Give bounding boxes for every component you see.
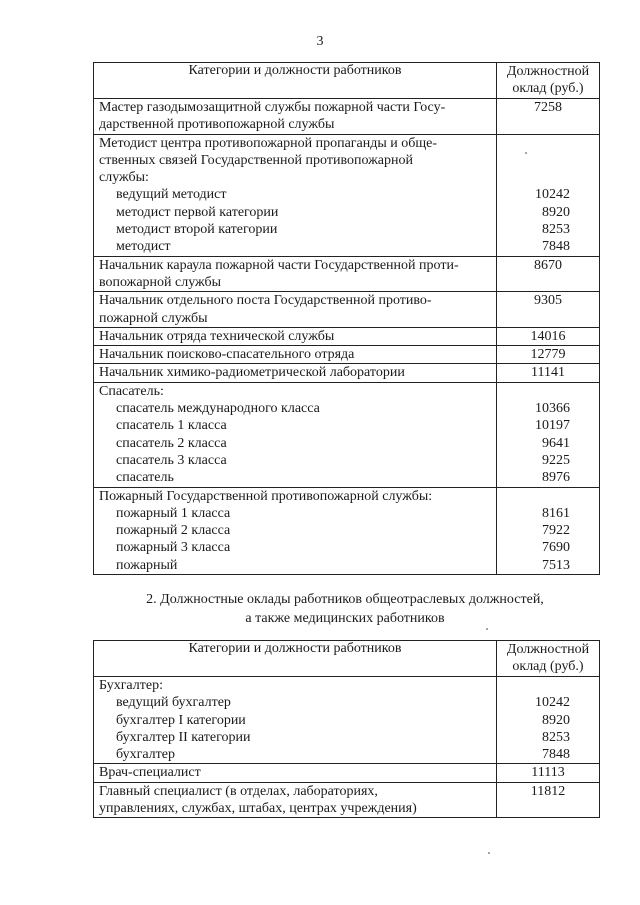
category-text: Начальник химико-радиометрической лаборатории xyxy=(99,365,405,381)
table-row xyxy=(94,487,600,574)
scan-speck xyxy=(486,628,488,630)
salary-value: 8253 xyxy=(542,729,570,745)
salary-cell xyxy=(497,134,600,256)
salary-value: 10242 xyxy=(535,187,570,203)
salary-value: 7513 xyxy=(542,557,570,573)
salary-value: 7848 xyxy=(542,239,570,255)
category-cell xyxy=(94,134,497,256)
position-label: бухгалтер xyxy=(116,747,175,763)
empty-line xyxy=(497,677,599,694)
salary-value: 11113 xyxy=(531,765,565,781)
column-header-category: Категории и должности работников xyxy=(94,63,497,99)
salary-value: 14016 xyxy=(530,328,566,344)
salary-value: 8920 xyxy=(542,712,570,728)
category-text: дарственной противопожарной службы xyxy=(99,117,335,133)
column-header-salary xyxy=(497,63,600,99)
category-text: Пожарный Государственной противопожарной службы: xyxy=(99,488,433,504)
salary-value: 8253 xyxy=(542,222,570,238)
salary-value: 8976 xyxy=(542,470,570,486)
category-cell xyxy=(94,292,497,328)
position-label: спасатель 1 класса xyxy=(116,418,227,434)
position-label: бухгалтер II категории xyxy=(116,729,251,745)
category-text: Спасатель: xyxy=(99,383,164,399)
salary-value: 7848 xyxy=(542,747,570,763)
category-cell xyxy=(94,782,497,818)
position-label: спасатель международного класса xyxy=(116,401,320,417)
salary-cell xyxy=(497,256,600,292)
salary-value: 9305 xyxy=(534,293,562,309)
table-row xyxy=(94,346,600,364)
salary-cell xyxy=(497,292,600,328)
salary-cell xyxy=(497,782,600,818)
section-2-title-line2: а также медицинских работников xyxy=(245,611,445,626)
category-text: Начальник поисково-спасательного отряда xyxy=(99,347,355,363)
position-label: пожарный 2 класса xyxy=(116,523,231,539)
salary-value: 12779 xyxy=(530,347,566,363)
empty-line xyxy=(497,383,599,400)
position-label: спасатель 2 класса xyxy=(116,435,227,451)
table-row xyxy=(94,292,600,328)
salary-value: 10197 xyxy=(535,418,570,434)
position-label: методист второй категории xyxy=(116,222,278,238)
column-header-salary-line1: Должностной xyxy=(506,642,590,657)
category-cell xyxy=(94,99,497,135)
salary-cell xyxy=(497,764,600,782)
category-cell xyxy=(94,382,497,487)
column-header-category: Категории и должности работников xyxy=(94,641,497,677)
salary-table-general-positions xyxy=(93,640,600,818)
category-text: Начальник отдельного поста Государственной противо- xyxy=(99,293,432,309)
position-label: методист первой категории xyxy=(116,204,279,220)
salary-value: 10366 xyxy=(535,401,570,417)
position-label: ведущий методист xyxy=(116,187,227,203)
section-2-title xyxy=(0,590,640,628)
category-text: вопожарной службы xyxy=(99,274,222,290)
position-label: бухгалтер I категории xyxy=(116,712,246,728)
table-row xyxy=(94,327,600,345)
table-row xyxy=(94,782,600,818)
position-label: пожарный 1 класса xyxy=(116,505,231,521)
empty-line xyxy=(497,135,599,152)
salary-cell xyxy=(497,364,600,382)
salary-value: 11141 xyxy=(531,365,565,381)
category-text: Главный специалист (в отделах, лабораториях, xyxy=(99,783,378,799)
table-row xyxy=(94,256,600,292)
position-label: спасатель xyxy=(116,470,174,486)
category-cell xyxy=(94,764,497,782)
position-label: пожарный xyxy=(116,557,178,573)
category-text: Методист центра противопожарной пропаганды и обще- xyxy=(99,135,438,151)
salary-cell xyxy=(497,677,600,764)
position-label: методист xyxy=(116,239,171,255)
salary-cell xyxy=(497,487,600,574)
scan-speck xyxy=(488,852,490,854)
salary-cell xyxy=(497,346,600,364)
category-text: управлениях, службах, штабах, центрах учреждения) xyxy=(99,801,417,817)
empty-line xyxy=(497,152,599,169)
category-cell xyxy=(94,677,497,764)
table-row xyxy=(94,364,600,382)
table-row xyxy=(94,134,600,256)
page-number: 3 xyxy=(316,34,324,49)
empty-line xyxy=(497,488,599,505)
category-cell xyxy=(94,487,497,574)
category-text: Бухгалтер: xyxy=(99,678,163,693)
category-text: пожарной службы xyxy=(99,310,208,326)
table-row xyxy=(94,99,600,135)
section-2-title-line1: 2. Должностные оклады работников общеотраслевых должностей, xyxy=(146,592,544,607)
salary-table-fire-service xyxy=(93,62,600,575)
salary-value: 7258 xyxy=(534,100,562,115)
category-text: Начальник отряда технической службы xyxy=(99,328,335,344)
column-header-salary xyxy=(497,641,600,677)
category-text: службы: xyxy=(99,170,149,186)
salary-value: 9225 xyxy=(542,452,570,468)
salary-value: 10242 xyxy=(535,695,570,711)
category-text: Мастер газодымозащитной службы пожарной части Госу- xyxy=(99,100,446,115)
scan-speck xyxy=(525,152,527,154)
table-row xyxy=(94,764,600,782)
category-cell xyxy=(94,346,497,364)
column-header-salary-line1: Должностной xyxy=(506,64,590,79)
category-text: Врач-специалист xyxy=(99,765,201,781)
category-text: ственных связей Государственной противопожарной xyxy=(99,152,413,168)
salary-value: 9641 xyxy=(542,435,570,451)
salary-value: 7690 xyxy=(542,540,570,556)
salary-cell xyxy=(497,99,600,135)
position-label: спасатель 3 класса xyxy=(116,452,227,468)
position-label: пожарный 3 класса xyxy=(116,540,231,556)
category-cell xyxy=(94,364,497,382)
category-cell xyxy=(94,256,497,292)
column-header-salary-line2: оклад (руб.) xyxy=(512,81,584,96)
salary-value: 11812 xyxy=(530,783,566,799)
salary-value: 8920 xyxy=(542,204,570,220)
position-label: ведущий бухгалтер xyxy=(116,695,231,711)
category-cell xyxy=(94,327,497,345)
table-row xyxy=(94,677,600,764)
salary-value: 8161 xyxy=(542,505,570,521)
salary-cell xyxy=(497,382,600,487)
table-row xyxy=(94,382,600,487)
column-header-salary-line2: оклад (руб.) xyxy=(512,659,584,674)
salary-value: 7922 xyxy=(542,523,570,539)
category-text: Начальник караула пожарной части Государственной проти- xyxy=(99,257,459,273)
empty-line xyxy=(497,169,599,186)
salary-value: 8670 xyxy=(534,257,562,273)
salary-cell xyxy=(497,327,600,345)
